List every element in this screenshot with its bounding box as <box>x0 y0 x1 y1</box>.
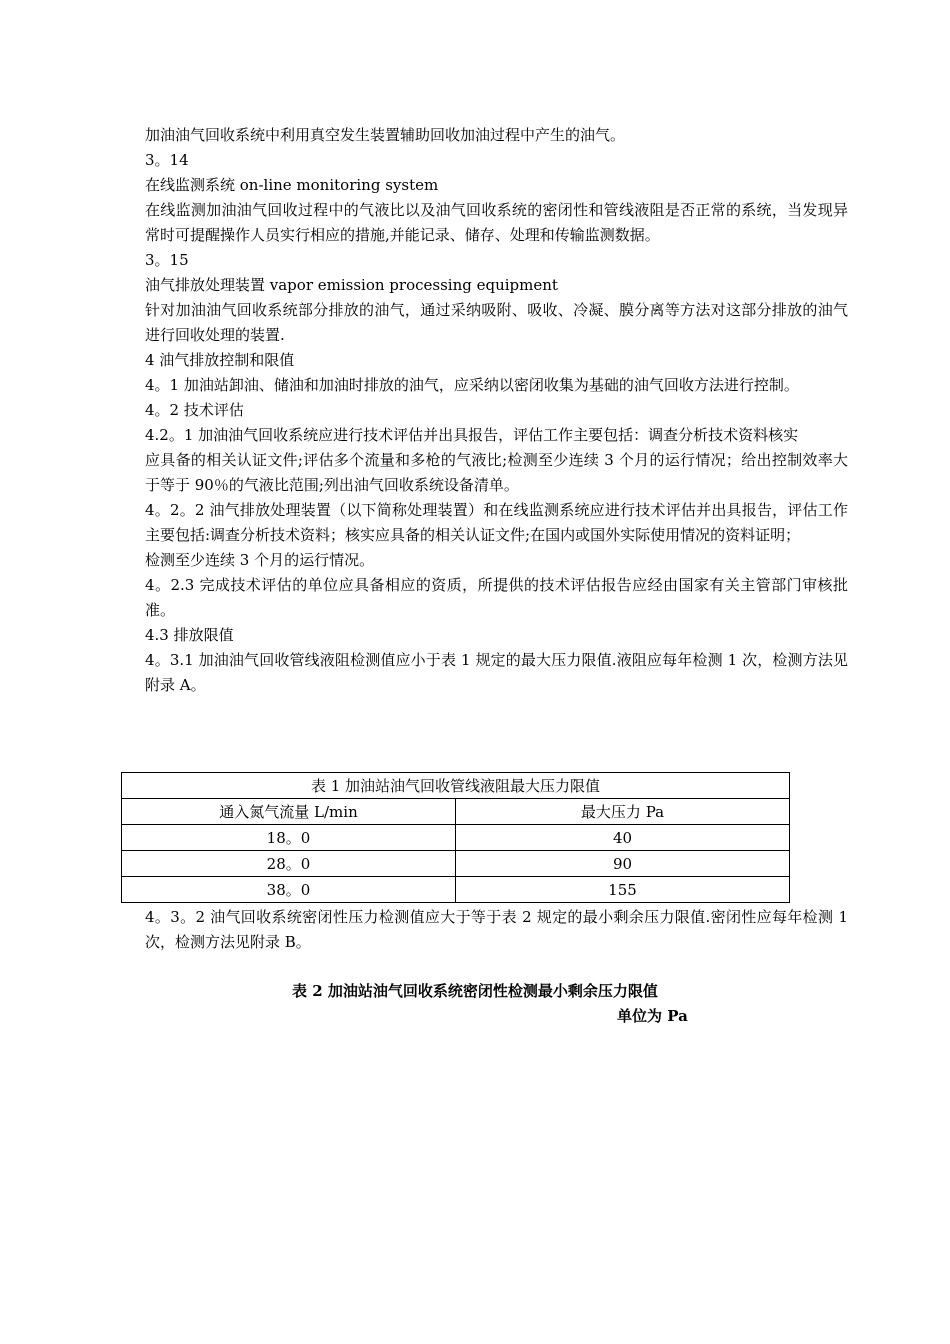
table-cell: 28。0 <box>122 851 456 877</box>
table-cell: 18。0 <box>122 825 456 851</box>
term-heading: 在线监测系统 on-line monitoring system <box>145 176 439 194</box>
term-heading: 油气排放处理装置 vapor emission processing equipment <box>145 276 558 294</box>
table-title: 表 1 加油站油气回收管线液阻最大压力限值 <box>122 773 790 799</box>
subsection-heading: 4.3 排放限值 <box>145 626 234 644</box>
table2-unit: 单位为 Pa <box>617 1007 688 1025</box>
table-cell: 40 <box>456 825 790 851</box>
column-header-pressure: 最大压力 Pa <box>456 799 790 825</box>
column-header-flow: 通入氮气流量 L/min <box>122 799 456 825</box>
table-row <box>122 825 790 851</box>
document-body <box>145 123 848 698</box>
table-cell: 155 <box>456 877 790 903</box>
table-header-row <box>122 799 790 825</box>
paragraph: 4。2.3 完成技术评估的单位应具备相应的资质，所提供的技术评估报告应经由国家有关主管部门审核批准。 <box>145 576 848 619</box>
paragraph: 4。2。2 油气排放处理装置（以下简称处理装置）和在线监测系统应进行技术评估并出具报告，评估工作主要包括:调查分析技术资料；核实应具备的相关认证文件;在国内或国外实际使用情况的资料证明； <box>145 501 848 544</box>
paragraph: 4。3.1 加油油气回收管线液阻检测值应小于表 1 规定的最大压力限值.液阻应每年检测 1 次，检测方法见附录 A。 <box>145 651 848 694</box>
section-number: 3。15 <box>145 251 189 269</box>
paragraph: 在线监测加油油气回收过程中的气液比以及油气回收系统的密闭性和管线液阻是否正常的系统，当发现异常时可提醒操作人员实行相应的措施,并能记录、储存、处理和传输监测数据。 <box>145 201 848 244</box>
document-body-after-table <box>145 905 848 955</box>
paragraph: 4。3。2 油气回收系统密闭性压力检测值应大于等于表 2 规定的最小剩余压力限值.密闭性应每年检测 1 次，检测方法见附录 B。 <box>145 908 848 951</box>
paragraph: 4.2。1 加油油气回收系统应进行技术评估并出具报告，评估工作主要包括：调查分析技术资料核实 <box>145 426 799 444</box>
table2-title: 表 2 加油站油气回收系统密闭性检测最小剩余压力限值 <box>292 982 658 1000</box>
table-row <box>122 877 790 903</box>
paragraph: 针对加油油气回收系统部分排放的油气，通过采纳吸附、吸收、冷凝、膜分离等方法对这部分排放的油气进行回收处理的装置. <box>145 301 848 344</box>
pressure-limit-table <box>121 772 790 903</box>
paragraph: 加油油气回收系统中利用真空发生装置辅助回收加油过程中产生的油气。 <box>145 126 626 144</box>
section-heading: 4 油气排放控制和限值 <box>145 351 295 369</box>
paragraph: 检测至少连续 3 个月的运行情况。 <box>145 551 375 569</box>
paragraph: 应具备的相关认证文件;评估多个流量和多枪的气液比;检测至少连续 3 个月的运行情况；给出控制效率大于等于 90％的气液比范围;列出油气回收系统设备清单。 <box>145 451 848 494</box>
table-row <box>122 851 790 877</box>
table-cell: 38。0 <box>122 877 456 903</box>
subsection-heading: 4。2 技术评估 <box>145 401 244 419</box>
table-title-row <box>122 773 790 799</box>
paragraph: 4。1 加油站卸油、储油和加油时排放的油气，应采纳以密闭收集为基础的油气回收方法进行控制。 <box>145 376 799 394</box>
table-cell: 90 <box>456 851 790 877</box>
section-number: 3。14 <box>145 151 189 169</box>
